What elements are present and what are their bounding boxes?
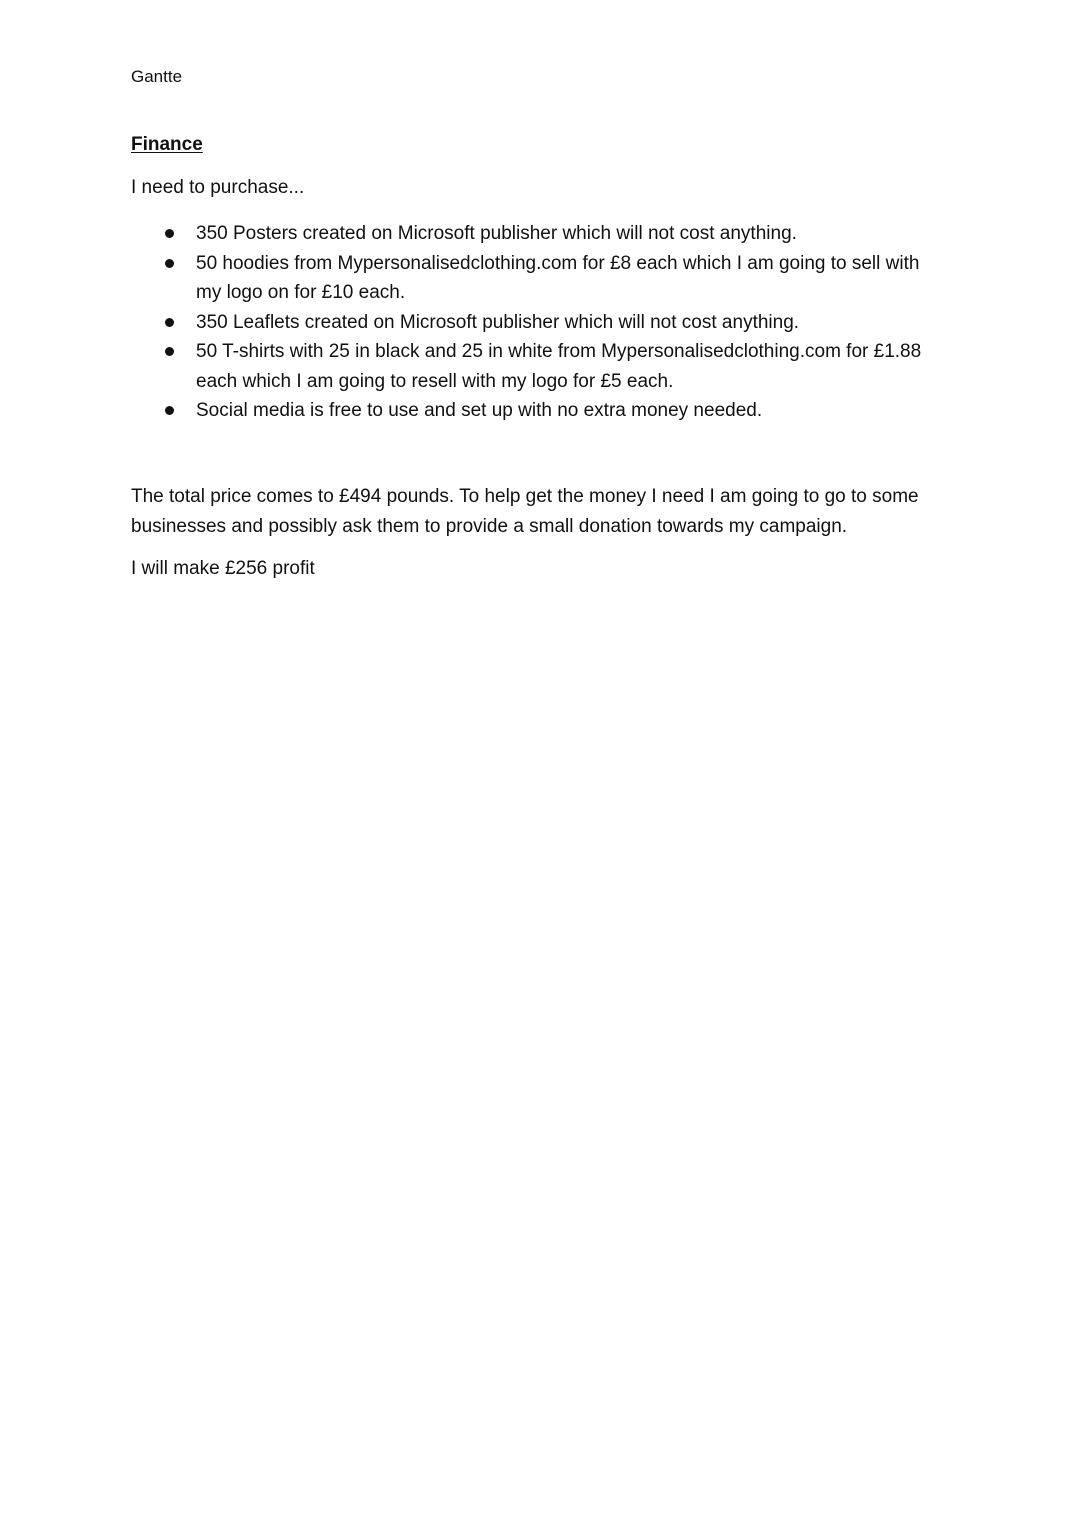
list-item [0,337,926,396]
bullet-icon [165,229,174,238]
bullet-icon [165,318,174,327]
list-item-text: 350 Posters created on Microsoft publisher which will not cost anything. [196,223,797,244]
list-item [0,219,926,249]
bullet-icon [165,406,174,415]
bullet-icon [165,347,174,356]
list-item-text: Social media is free to use and set up with no extra money needed. [196,400,763,421]
intro-text: I need to purchase... [131,177,305,198]
list-item [0,308,926,338]
header-label: Gantte [131,67,183,86]
list-item [0,396,926,426]
list-item-text: 50 T-shirts with 25 in black and 25 in white from Mypersonalisedclothing.com for £1.88 each which I am going to resell with my logo for £5 each. [196,341,922,392]
list-item-text: 350 Leaflets created on Microsoft publisher which will not cost anything. [196,311,800,333]
total-price-paragraph: The total price comes to £494 pounds. To help get the money I need I am going to go to some businesses and possibly ask them to provide a small donation towards my campaign. [131,486,919,537]
purchase-list [0,219,1080,426]
list-item-text: 50 hoodies from Mypersonalisedclothing.com for £8 each which I am going to sell with my logo on for £10 each. [196,252,920,303]
section-heading: Finance [131,134,203,155]
profit-paragraph: I will make £256 profit [131,558,315,579]
bullet-icon [165,259,174,268]
list-item [0,249,926,308]
